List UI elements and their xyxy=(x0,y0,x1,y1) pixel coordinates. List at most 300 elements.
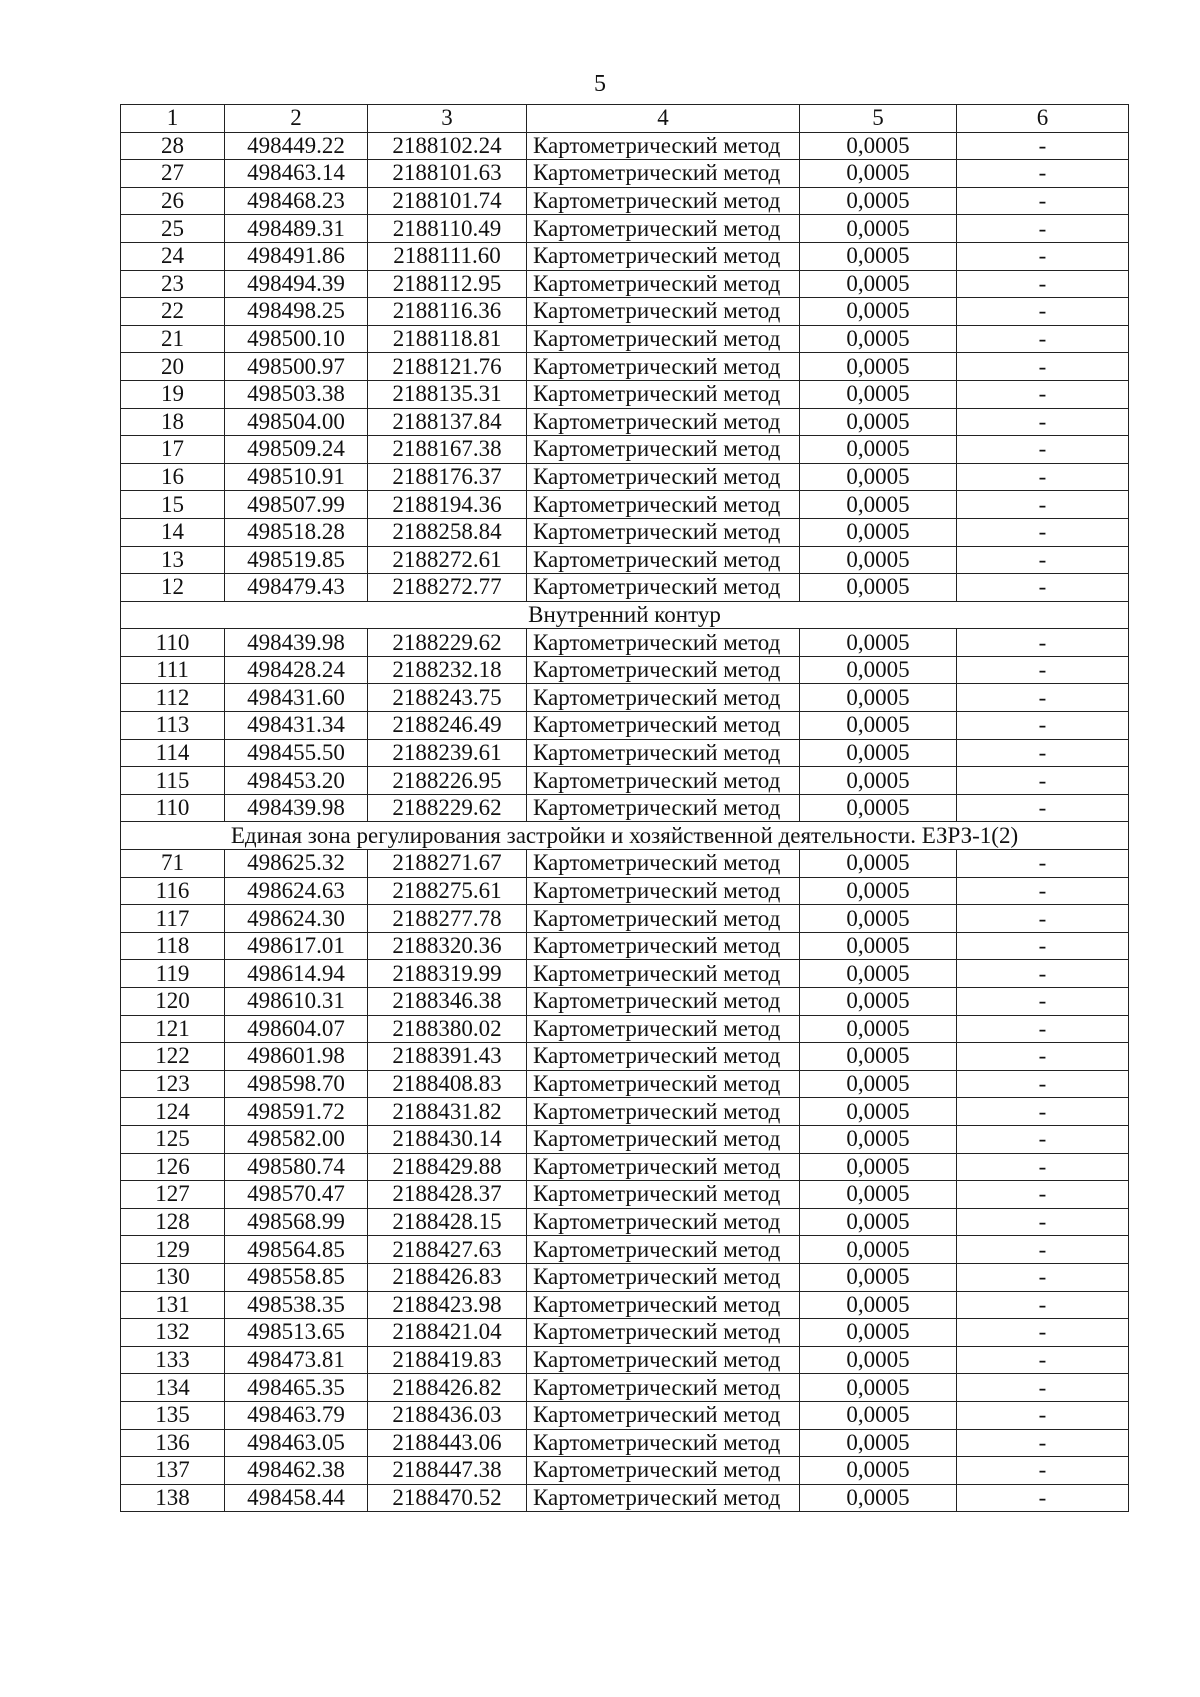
accuracy-cell: 0,0005 xyxy=(800,546,957,574)
note-cell: - xyxy=(957,518,1129,546)
y-coordinate-cell: 2188346.38 xyxy=(368,988,527,1016)
method-cell: Картометрический метод xyxy=(527,988,800,1016)
coordinates-table xyxy=(120,104,1129,1512)
table-row xyxy=(121,1208,1129,1236)
accuracy-cell: 0,0005 xyxy=(800,1429,957,1457)
note-cell: - xyxy=(957,656,1129,684)
method-cell: Картометрический метод xyxy=(527,491,800,519)
accuracy-cell: 0,0005 xyxy=(800,1181,957,1209)
y-coordinate-cell: 2188428.37 xyxy=(368,1181,527,1209)
point-number-cell: 127 xyxy=(121,1181,225,1209)
method-cell: Картометрический метод xyxy=(527,1181,800,1209)
x-coordinate-cell: 498617.01 xyxy=(225,932,368,960)
method-cell: Картометрический метод xyxy=(527,325,800,353)
x-coordinate-cell: 498431.34 xyxy=(225,712,368,740)
x-coordinate-cell: 498491.86 xyxy=(225,242,368,270)
table-row xyxy=(121,215,1129,243)
method-cell: Картометрический метод xyxy=(527,1043,800,1071)
note-cell: - xyxy=(957,1015,1129,1043)
x-coordinate-cell: 498591.72 xyxy=(225,1098,368,1126)
note-cell: - xyxy=(957,767,1129,795)
accuracy-cell: 0,0005 xyxy=(800,794,957,822)
point-number-cell: 23 xyxy=(121,270,225,298)
accuracy-cell: 0,0005 xyxy=(800,1070,957,1098)
y-coordinate-cell: 2188229.62 xyxy=(368,629,527,657)
table-row xyxy=(121,629,1129,657)
y-coordinate-cell: 2188258.84 xyxy=(368,518,527,546)
table-row xyxy=(121,988,1129,1016)
note-cell: - xyxy=(957,436,1129,464)
note-cell: - xyxy=(957,1181,1129,1209)
note-cell: - xyxy=(957,353,1129,381)
table-row xyxy=(121,353,1129,381)
point-number-cell: 114 xyxy=(121,739,225,767)
table-row xyxy=(121,463,1129,491)
accuracy-cell: 0,0005 xyxy=(800,298,957,326)
method-cell: Картометрический метод xyxy=(527,877,800,905)
table-row xyxy=(121,436,1129,464)
y-coordinate-cell: 2188447.38 xyxy=(368,1457,527,1485)
header-cell: 6 xyxy=(957,105,1129,133)
accuracy-cell: 0,0005 xyxy=(800,325,957,353)
accuracy-cell: 0,0005 xyxy=(800,629,957,657)
y-coordinate-cell: 2188428.15 xyxy=(368,1208,527,1236)
x-coordinate-cell: 498570.47 xyxy=(225,1181,368,1209)
accuracy-cell: 0,0005 xyxy=(800,1374,957,1402)
note-cell: - xyxy=(957,160,1129,188)
note-cell: - xyxy=(957,1374,1129,1402)
y-coordinate-cell: 2188246.49 xyxy=(368,712,527,740)
accuracy-cell: 0,0005 xyxy=(800,1291,957,1319)
y-coordinate-cell: 2188101.74 xyxy=(368,187,527,215)
x-coordinate-cell: 498610.31 xyxy=(225,988,368,1016)
accuracy-cell: 0,0005 xyxy=(800,353,957,381)
point-number-cell: 132 xyxy=(121,1319,225,1347)
y-coordinate-cell: 2188121.76 xyxy=(368,353,527,381)
method-cell: Картометрический метод xyxy=(527,739,800,767)
accuracy-cell: 0,0005 xyxy=(800,491,957,519)
point-number-cell: 123 xyxy=(121,1070,225,1098)
point-number-cell: 134 xyxy=(121,1374,225,1402)
x-coordinate-cell: 498428.24 xyxy=(225,656,368,684)
x-coordinate-cell: 498463.14 xyxy=(225,160,368,188)
accuracy-cell: 0,0005 xyxy=(800,684,957,712)
x-coordinate-cell: 498538.35 xyxy=(225,1291,368,1319)
method-cell: Картометрический метод xyxy=(527,408,800,436)
table-row xyxy=(121,1401,1129,1429)
x-coordinate-cell: 498498.25 xyxy=(225,298,368,326)
note-cell: - xyxy=(957,1125,1129,1153)
method-cell: Картометрический метод xyxy=(527,1015,800,1043)
y-coordinate-cell: 2188102.24 xyxy=(368,132,527,160)
accuracy-cell: 0,0005 xyxy=(800,574,957,602)
point-number-cell: 128 xyxy=(121,1208,225,1236)
x-coordinate-cell: 498455.50 xyxy=(225,739,368,767)
table-row xyxy=(121,1429,1129,1457)
x-coordinate-cell: 498510.91 xyxy=(225,463,368,491)
method-cell: Картометрический метод xyxy=(527,546,800,574)
accuracy-cell: 0,0005 xyxy=(800,1125,957,1153)
y-coordinate-cell: 2188271.67 xyxy=(368,850,527,878)
accuracy-cell: 0,0005 xyxy=(800,1015,957,1043)
point-number-cell: 25 xyxy=(121,215,225,243)
y-coordinate-cell: 2188470.52 xyxy=(368,1484,527,1512)
point-number-cell: 125 xyxy=(121,1125,225,1153)
point-number-cell: 111 xyxy=(121,656,225,684)
method-cell: Картометрический метод xyxy=(527,1319,800,1347)
note-cell: - xyxy=(957,629,1129,657)
point-number-cell: 110 xyxy=(121,629,225,657)
point-number-cell: 137 xyxy=(121,1457,225,1485)
note-cell: - xyxy=(957,905,1129,933)
note-cell: - xyxy=(957,1208,1129,1236)
method-cell: Картометрический метод xyxy=(527,187,800,215)
x-coordinate-cell: 498625.32 xyxy=(225,850,368,878)
note-cell: - xyxy=(957,1098,1129,1126)
point-number-cell: 15 xyxy=(121,491,225,519)
method-cell: Картометрический метод xyxy=(527,767,800,795)
accuracy-cell: 0,0005 xyxy=(800,1319,957,1347)
method-cell: Картометрический метод xyxy=(527,463,800,491)
note-cell: - xyxy=(957,1153,1129,1181)
y-coordinate-cell: 2188380.02 xyxy=(368,1015,527,1043)
table-row xyxy=(121,1181,1129,1209)
table-row xyxy=(121,877,1129,905)
point-number-cell: 19 xyxy=(121,380,225,408)
method-cell: Картометрический метод xyxy=(527,436,800,464)
y-coordinate-cell: 2188429.88 xyxy=(368,1153,527,1181)
accuracy-cell: 0,0005 xyxy=(800,132,957,160)
x-coordinate-cell: 498439.98 xyxy=(225,629,368,657)
accuracy-cell: 0,0005 xyxy=(800,1043,957,1071)
table-row xyxy=(121,380,1129,408)
page-number: 5 xyxy=(594,71,606,97)
point-number-cell: 20 xyxy=(121,353,225,381)
y-coordinate-cell: 2188137.84 xyxy=(368,408,527,436)
accuracy-cell: 0,0005 xyxy=(800,656,957,684)
method-cell: Картометрический метод xyxy=(527,270,800,298)
point-number-cell: 112 xyxy=(121,684,225,712)
table-row xyxy=(121,187,1129,215)
y-coordinate-cell: 2188239.61 xyxy=(368,739,527,767)
table-row xyxy=(121,270,1129,298)
accuracy-cell: 0,0005 xyxy=(800,1208,957,1236)
point-number-cell: 124 xyxy=(121,1098,225,1126)
y-coordinate-cell: 2188110.49 xyxy=(368,215,527,243)
note-cell: - xyxy=(957,1457,1129,1485)
note-cell: - xyxy=(957,463,1129,491)
note-cell: - xyxy=(957,1236,1129,1264)
point-number-cell: 135 xyxy=(121,1401,225,1429)
x-coordinate-cell: 498439.98 xyxy=(225,794,368,822)
table-row xyxy=(121,574,1129,602)
section-row xyxy=(121,822,1129,850)
point-number-cell: 18 xyxy=(121,408,225,436)
accuracy-cell: 0,0005 xyxy=(800,739,957,767)
accuracy-cell: 0,0005 xyxy=(800,1484,957,1512)
point-number-cell: 120 xyxy=(121,988,225,1016)
method-cell: Картометрический метод xyxy=(527,684,800,712)
accuracy-cell: 0,0005 xyxy=(800,436,957,464)
point-number-cell: 12 xyxy=(121,574,225,602)
x-coordinate-cell: 498503.38 xyxy=(225,380,368,408)
accuracy-cell: 0,0005 xyxy=(800,1153,957,1181)
method-cell: Картометрический метод xyxy=(527,1346,800,1374)
point-number-cell: 130 xyxy=(121,1263,225,1291)
table-row xyxy=(121,1291,1129,1319)
table-row xyxy=(121,298,1129,326)
note-cell: - xyxy=(957,794,1129,822)
table-row xyxy=(121,739,1129,767)
x-coordinate-cell: 498580.74 xyxy=(225,1153,368,1181)
method-cell: Картометрический метод xyxy=(527,1263,800,1291)
x-coordinate-cell: 498518.28 xyxy=(225,518,368,546)
y-coordinate-cell: 2188135.31 xyxy=(368,380,527,408)
method-cell: Картометрический метод xyxy=(527,1374,800,1402)
table-row xyxy=(121,905,1129,933)
y-coordinate-cell: 2188272.77 xyxy=(368,574,527,602)
point-number-cell: 119 xyxy=(121,960,225,988)
y-coordinate-cell: 2188408.83 xyxy=(368,1070,527,1098)
accuracy-cell: 0,0005 xyxy=(800,463,957,491)
note-cell: - xyxy=(957,546,1129,574)
method-cell: Картометрический метод xyxy=(527,932,800,960)
note-cell: - xyxy=(957,1429,1129,1457)
table-row xyxy=(121,712,1129,740)
accuracy-cell: 0,0005 xyxy=(800,270,957,298)
point-number-cell: 126 xyxy=(121,1153,225,1181)
y-coordinate-cell: 2188101.63 xyxy=(368,160,527,188)
accuracy-cell: 0,0005 xyxy=(800,1098,957,1126)
header-cell: 4 xyxy=(527,105,800,133)
method-cell: Картометрический метод xyxy=(527,1484,800,1512)
method-cell: Картометрический метод xyxy=(527,518,800,546)
method-cell: Картометрический метод xyxy=(527,1291,800,1319)
table-row xyxy=(121,684,1129,712)
y-coordinate-cell: 2188431.82 xyxy=(368,1098,527,1126)
point-number-cell: 16 xyxy=(121,463,225,491)
header-cell: 1 xyxy=(121,105,225,133)
accuracy-cell: 0,0005 xyxy=(800,518,957,546)
x-coordinate-cell: 498558.85 xyxy=(225,1263,368,1291)
y-coordinate-cell: 2188232.18 xyxy=(368,656,527,684)
method-cell: Картометрический метод xyxy=(527,215,800,243)
method-cell: Картометрический метод xyxy=(527,1125,800,1153)
point-number-cell: 110 xyxy=(121,794,225,822)
y-coordinate-cell: 2188112.95 xyxy=(368,270,527,298)
table-row xyxy=(121,1374,1129,1402)
note-cell: - xyxy=(957,1263,1129,1291)
method-cell: Картометрический метод xyxy=(527,1208,800,1236)
y-coordinate-cell: 2188277.78 xyxy=(368,905,527,933)
method-cell: Картометрический метод xyxy=(527,353,800,381)
x-coordinate-cell: 498458.44 xyxy=(225,1484,368,1512)
accuracy-cell: 0,0005 xyxy=(800,988,957,1016)
x-coordinate-cell: 498624.30 xyxy=(225,905,368,933)
header-row xyxy=(121,105,1129,133)
y-coordinate-cell: 2188226.95 xyxy=(368,767,527,795)
accuracy-cell: 0,0005 xyxy=(800,1457,957,1485)
note-cell: - xyxy=(957,1346,1129,1374)
x-coordinate-cell: 498479.43 xyxy=(225,574,368,602)
y-coordinate-cell: 2188443.06 xyxy=(368,1429,527,1457)
note-cell: - xyxy=(957,932,1129,960)
table-row xyxy=(121,656,1129,684)
method-cell: Картометрический метод xyxy=(527,1429,800,1457)
x-coordinate-cell: 498504.00 xyxy=(225,408,368,436)
accuracy-cell: 0,0005 xyxy=(800,905,957,933)
accuracy-cell: 0,0005 xyxy=(800,960,957,988)
point-number-cell: 27 xyxy=(121,160,225,188)
method-cell: Картометрический метод xyxy=(527,1457,800,1485)
y-coordinate-cell: 2188427.63 xyxy=(368,1236,527,1264)
accuracy-cell: 0,0005 xyxy=(800,932,957,960)
table-row xyxy=(121,1263,1129,1291)
point-number-cell: 115 xyxy=(121,767,225,795)
table-row xyxy=(121,1098,1129,1126)
note-cell: - xyxy=(957,574,1129,602)
method-cell: Картометрический метод xyxy=(527,656,800,684)
y-coordinate-cell: 2188275.61 xyxy=(368,877,527,905)
y-coordinate-cell: 2188272.61 xyxy=(368,546,527,574)
point-number-cell: 22 xyxy=(121,298,225,326)
table-row xyxy=(121,325,1129,353)
note-cell: - xyxy=(957,684,1129,712)
method-cell: Картометрический метод xyxy=(527,132,800,160)
x-coordinate-cell: 498614.94 xyxy=(225,960,368,988)
y-coordinate-cell: 2188436.03 xyxy=(368,1401,527,1429)
point-number-cell: 118 xyxy=(121,932,225,960)
x-coordinate-cell: 498624.63 xyxy=(225,877,368,905)
note-cell: - xyxy=(957,1070,1129,1098)
table-row xyxy=(121,546,1129,574)
accuracy-cell: 0,0005 xyxy=(800,408,957,436)
method-cell: Картометрический метод xyxy=(527,242,800,270)
note-cell: - xyxy=(957,132,1129,160)
x-coordinate-cell: 498489.31 xyxy=(225,215,368,243)
header-cell: 5 xyxy=(800,105,957,133)
y-coordinate-cell: 2188426.83 xyxy=(368,1263,527,1291)
point-number-cell: 136 xyxy=(121,1429,225,1457)
table-body xyxy=(121,132,1129,1512)
method-cell: Картометрический метод xyxy=(527,960,800,988)
x-coordinate-cell: 498462.38 xyxy=(225,1457,368,1485)
point-number-cell: 28 xyxy=(121,132,225,160)
y-coordinate-cell: 2188118.81 xyxy=(368,325,527,353)
y-coordinate-cell: 2188116.36 xyxy=(368,298,527,326)
note-cell: - xyxy=(957,242,1129,270)
method-cell: Картометрический метод xyxy=(527,794,800,822)
table-row xyxy=(121,132,1129,160)
note-cell: - xyxy=(957,215,1129,243)
point-number-cell: 121 xyxy=(121,1015,225,1043)
method-cell: Картометрический метод xyxy=(527,629,800,657)
method-cell: Картометрический метод xyxy=(527,1153,800,1181)
table-row xyxy=(121,242,1129,270)
table-row xyxy=(121,794,1129,822)
point-number-cell: 14 xyxy=(121,518,225,546)
table-row xyxy=(121,960,1129,988)
x-coordinate-cell: 498564.85 xyxy=(225,1236,368,1264)
note-cell: - xyxy=(957,298,1129,326)
accuracy-cell: 0,0005 xyxy=(800,1346,957,1374)
note-cell: - xyxy=(957,1291,1129,1319)
header-cell: 2 xyxy=(225,105,368,133)
x-coordinate-cell: 498513.65 xyxy=(225,1319,368,1347)
point-number-cell: 122 xyxy=(121,1043,225,1071)
y-coordinate-cell: 2188176.37 xyxy=(368,463,527,491)
note-cell: - xyxy=(957,270,1129,298)
y-coordinate-cell: 2188111.60 xyxy=(368,242,527,270)
y-coordinate-cell: 2188391.43 xyxy=(368,1043,527,1071)
table-row xyxy=(121,1043,1129,1071)
x-coordinate-cell: 498507.99 xyxy=(225,491,368,519)
y-coordinate-cell: 2188419.83 xyxy=(368,1346,527,1374)
table-row xyxy=(121,160,1129,188)
point-number-cell: 71 xyxy=(121,850,225,878)
note-cell: - xyxy=(957,491,1129,519)
x-coordinate-cell: 498500.10 xyxy=(225,325,368,353)
y-coordinate-cell: 2188167.38 xyxy=(368,436,527,464)
x-coordinate-cell: 498519.85 xyxy=(225,546,368,574)
note-cell: - xyxy=(957,850,1129,878)
point-number-cell: 133 xyxy=(121,1346,225,1374)
method-cell: Картометрический метод xyxy=(527,712,800,740)
method-cell: Картометрический метод xyxy=(527,380,800,408)
x-coordinate-cell: 498582.00 xyxy=(225,1125,368,1153)
x-coordinate-cell: 498509.24 xyxy=(225,436,368,464)
point-number-cell: 24 xyxy=(121,242,225,270)
note-cell: - xyxy=(957,1043,1129,1071)
header-cell: 3 xyxy=(368,105,527,133)
x-coordinate-cell: 498449.22 xyxy=(225,132,368,160)
x-coordinate-cell: 498598.70 xyxy=(225,1070,368,1098)
accuracy-cell: 0,0005 xyxy=(800,242,957,270)
table-row xyxy=(121,1125,1129,1153)
accuracy-cell: 0,0005 xyxy=(800,767,957,795)
table-row xyxy=(121,1153,1129,1181)
table-row xyxy=(121,518,1129,546)
y-coordinate-cell: 2188319.99 xyxy=(368,960,527,988)
note-cell: - xyxy=(957,1484,1129,1512)
table-row xyxy=(121,1015,1129,1043)
point-number-cell: 117 xyxy=(121,905,225,933)
y-coordinate-cell: 2188229.62 xyxy=(368,794,527,822)
point-number-cell: 21 xyxy=(121,325,225,353)
table-row xyxy=(121,1319,1129,1347)
x-coordinate-cell: 498468.23 xyxy=(225,187,368,215)
accuracy-cell: 0,0005 xyxy=(800,712,957,740)
x-coordinate-cell: 498568.99 xyxy=(225,1208,368,1236)
table-row xyxy=(121,491,1129,519)
x-coordinate-cell: 498604.07 xyxy=(225,1015,368,1043)
note-cell: - xyxy=(957,960,1129,988)
method-cell: Картометрический метод xyxy=(527,905,800,933)
x-coordinate-cell: 498601.98 xyxy=(225,1043,368,1071)
accuracy-cell: 0,0005 xyxy=(800,850,957,878)
x-coordinate-cell: 498473.81 xyxy=(225,1346,368,1374)
method-cell: Картометрический метод xyxy=(527,1098,800,1126)
method-cell: Картометрический метод xyxy=(527,1236,800,1264)
accuracy-cell: 0,0005 xyxy=(800,160,957,188)
y-coordinate-cell: 2188430.14 xyxy=(368,1125,527,1153)
accuracy-cell: 0,0005 xyxy=(800,1236,957,1264)
note-cell: - xyxy=(957,380,1129,408)
y-coordinate-cell: 2188426.82 xyxy=(368,1374,527,1402)
method-cell: Картометрический метод xyxy=(527,574,800,602)
table-row xyxy=(121,1457,1129,1485)
x-coordinate-cell: 498431.60 xyxy=(225,684,368,712)
